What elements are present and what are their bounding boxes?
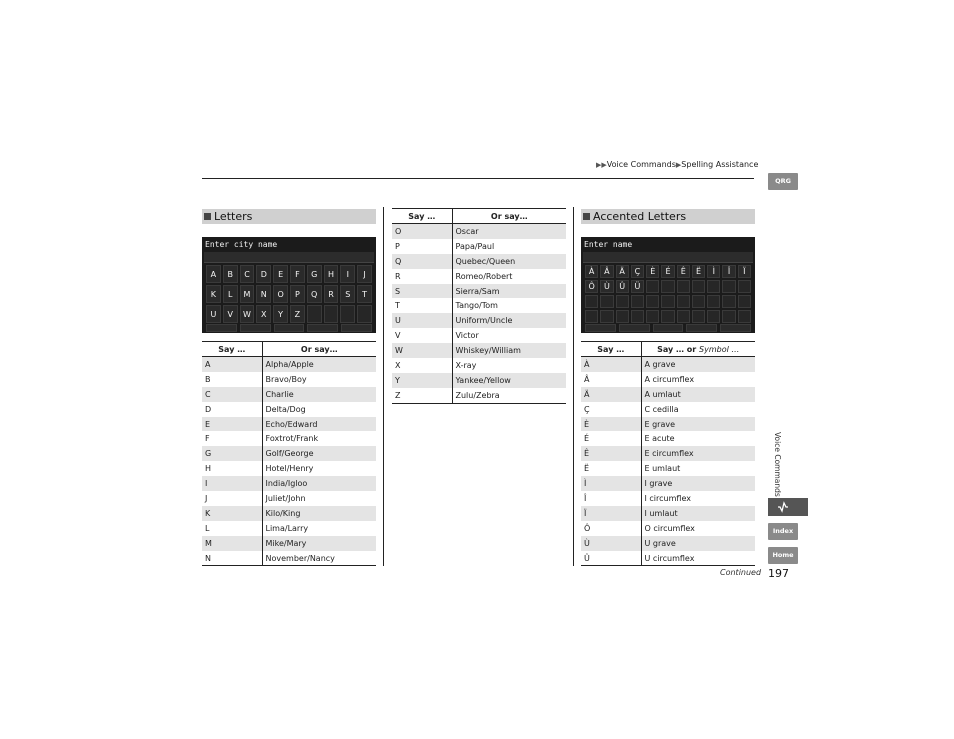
keyboard-key[interactable]: Ç	[631, 265, 644, 278]
say-cell: Q	[392, 254, 452, 269]
say-cell: D	[202, 402, 262, 417]
table-row	[581, 536, 755, 551]
or-say-cell: I umlaut	[641, 506, 755, 521]
keyboard-key[interactable]: Ë	[692, 265, 705, 278]
breadcrumb-separator: ▶	[675, 161, 682, 169]
keyboard-key-blank	[722, 295, 735, 308]
say-cell: M	[202, 536, 262, 551]
breadcrumb-arrows: ▶▶	[596, 161, 607, 169]
table-row	[581, 506, 755, 521]
say-cell: A	[202, 357, 262, 372]
table-row	[202, 387, 376, 402]
voice-command-icon	[776, 500, 790, 514]
voice-commands-side-label: Voice Commands	[773, 432, 782, 497]
keyboard-key[interactable]: L	[223, 285, 238, 303]
table-row	[392, 269, 566, 284]
column-header-say: Say …	[392, 209, 452, 224]
keyboard-key[interactable]: X	[256, 305, 271, 323]
keyboard-key[interactable]: È	[646, 265, 659, 278]
keyboard-key-blank	[738, 310, 751, 323]
or-say-cell: Alpha/Apple	[262, 357, 376, 372]
say-cell: B	[202, 372, 262, 387]
or-say-cell: Hotel/Henry	[265, 464, 314, 474]
table-row	[581, 372, 755, 387]
say-cell: Â	[581, 372, 641, 387]
table-row	[202, 536, 376, 551]
keyboard-key[interactable]: Ì	[707, 265, 720, 278]
letters-key-grid	[206, 265, 372, 323]
column-divider	[573, 207, 574, 566]
or-say-cell: I circumflex	[644, 493, 691, 503]
keyboard-key[interactable]: N	[256, 285, 271, 303]
table-row	[581, 521, 755, 536]
keyboard-key[interactable]: Z	[290, 305, 305, 323]
screen-bottom-row	[585, 324, 751, 332]
say-cell: L	[202, 521, 262, 536]
keyboard-key-blank	[600, 310, 613, 323]
keyboard-key-blank	[646, 310, 659, 323]
keyboard-key-blank	[616, 295, 629, 308]
header-rule	[202, 178, 754, 179]
keyboard-key-blank	[722, 310, 735, 323]
say-cell: W	[392, 343, 452, 358]
or-say-cell: India/Igloo	[262, 476, 376, 491]
qrg-tab[interactable]: QRG	[768, 173, 798, 190]
say-cell: N	[202, 551, 262, 566]
table-row	[202, 461, 376, 476]
say-cell: Û	[581, 551, 641, 566]
say-cell: P	[392, 239, 452, 254]
or-say-cell: Papa/Paul	[455, 241, 495, 251]
or-say-cell: Juliet/John	[265, 493, 306, 503]
accented-heading-text: Accented Letters	[593, 210, 687, 223]
say-cell: È	[581, 417, 641, 432]
say-cell: Ç	[581, 402, 641, 417]
screen-title: Enter city name	[205, 240, 278, 249]
say-cell: E	[202, 417, 262, 432]
say-cell: H	[202, 461, 262, 476]
or-say-cell: Sierra/Sam	[452, 284, 566, 299]
keyboard-key[interactable]: Ô	[585, 280, 598, 293]
or-say-cell: E umlaut	[644, 464, 681, 474]
keyboard-key-blank	[631, 310, 644, 323]
home-tab[interactable]: Home	[768, 547, 798, 564]
keyboard-key-blank	[661, 280, 674, 293]
table-row	[581, 357, 755, 372]
screen-input-bar	[583, 252, 753, 263]
breadcrumb	[596, 160, 758, 169]
keyboard-key-blank	[631, 295, 644, 308]
or-say-cell: U circumflex	[641, 551, 755, 566]
keyboard-key[interactable]: B	[223, 265, 238, 283]
keyboard-key[interactable]: W	[240, 305, 255, 323]
keyboard-key-blank	[722, 280, 735, 293]
keyboard-key[interactable]: V	[223, 305, 238, 323]
letters-table-left	[202, 341, 376, 566]
say-cell: G	[202, 446, 262, 461]
section-square-icon	[583, 213, 590, 220]
or-say-cell: Uniform/Uncle	[452, 313, 566, 328]
say-cell: Z	[392, 388, 452, 403]
say-cell: Y	[392, 373, 452, 388]
keyboard-key[interactable]: Y	[273, 305, 288, 323]
column-header-say-or-symbol	[641, 342, 755, 357]
table-row	[392, 388, 566, 403]
or-say-cell: Zulu/Zebra	[452, 388, 566, 403]
table-row	[581, 491, 755, 506]
table-row	[202, 357, 376, 372]
keyboard-key[interactable]: K	[206, 285, 221, 303]
keyboard-key[interactable]: É	[661, 265, 674, 278]
or-say-cell: A umlaut	[641, 387, 755, 402]
table-row	[581, 387, 755, 402]
or-say-cell: Foxtrot/Frank	[265, 434, 319, 444]
keyboard-key-blank	[677, 295, 690, 308]
keyboard-key[interactable]: Û	[616, 280, 629, 293]
keyboard-key-blank	[707, 295, 720, 308]
or-say-cell: Kilo/King	[262, 506, 376, 521]
table-row	[202, 551, 376, 566]
screen-input-bar	[204, 252, 374, 263]
table-row	[392, 254, 566, 269]
keyboard-key-blank	[707, 280, 720, 293]
keyboard-key[interactable]: Î	[722, 265, 735, 278]
say-cell: K	[202, 506, 262, 521]
keyboard-key-blank	[585, 310, 598, 323]
or-say-cell: U grave	[641, 536, 755, 551]
table-row	[581, 461, 755, 476]
keyboard-key-blank	[646, 295, 659, 308]
screen-bottom-row	[206, 324, 372, 332]
say-cell: Ä	[581, 387, 641, 402]
table-row	[392, 328, 566, 343]
letters-table-right	[392, 208, 566, 404]
keyboard-key-blank	[600, 295, 613, 308]
keyboard-key-blank	[692, 310, 705, 323]
accented-table	[581, 341, 755, 566]
table-row	[392, 343, 566, 358]
or-say-cell: Mike/Mary	[262, 536, 376, 551]
keyboard-key-blank	[738, 280, 751, 293]
column-header-or-say: Or say…	[452, 209, 566, 224]
say-cell: Ô	[581, 521, 641, 536]
say-cell: É	[581, 431, 641, 446]
keyboard-key[interactable]: Ï	[738, 265, 751, 278]
say-cell: F	[202, 431, 262, 446]
index-tab[interactable]: Index	[768, 523, 798, 540]
table-row	[581, 431, 755, 446]
accented-letters-heading	[581, 209, 755, 224]
table-row	[202, 402, 376, 417]
table-row	[202, 491, 376, 506]
keyboard-key[interactable]: C	[240, 265, 255, 283]
say-cell: C	[202, 387, 262, 402]
say-cell: O	[392, 224, 452, 239]
keyboard-key[interactable]: D	[256, 265, 271, 283]
keyboard-key[interactable]: Ä	[616, 265, 629, 278]
keyboard-key-blank	[738, 295, 751, 308]
or-say-cell: Romeo/Robert	[455, 271, 513, 281]
keyboard-key[interactable]: F	[290, 265, 305, 283]
keyboard-key[interactable]: A	[206, 265, 221, 283]
say-cell: Ì	[581, 476, 641, 491]
table-row	[202, 446, 376, 461]
keyboard-key[interactable]: O	[273, 285, 288, 303]
or-say-cell: Victor	[455, 331, 479, 341]
breadcrumb-page: Spelling Assistance	[681, 160, 759, 169]
say-cell: V	[392, 328, 452, 343]
keyboard-key-blank	[646, 280, 659, 293]
letters-heading-text: Letters	[214, 210, 253, 223]
say-cell: Ê	[581, 446, 641, 461]
or-say-cell: Whiskey/William	[452, 343, 566, 358]
keyboard-key[interactable]: T	[357, 285, 372, 303]
say-cell: S	[392, 284, 452, 299]
keyboard-key-blank	[585, 295, 598, 308]
table-row	[202, 521, 376, 536]
letters-heading	[202, 209, 376, 224]
keyboard-key[interactable]: E	[273, 265, 288, 283]
keyboard-key[interactable]: J	[357, 265, 372, 283]
header-or-text: Say … or	[657, 344, 700, 354]
table-row	[392, 239, 566, 254]
or-say-cell: Charlie	[262, 387, 376, 402]
say-cell: J	[202, 491, 262, 506]
page-number: 197	[768, 567, 789, 580]
breadcrumb-section[interactable]: Voice Commands	[606, 160, 676, 169]
or-say-cell: Oscar	[452, 224, 566, 239]
table-row	[202, 506, 376, 521]
keyboard-key-blank	[677, 280, 690, 293]
keyboard-key[interactable]: U	[206, 305, 221, 323]
say-cell: Ù	[581, 536, 641, 551]
keyboard-key[interactable]: S	[340, 285, 355, 303]
keyboard-key[interactable]: P	[290, 285, 305, 303]
keyboard-key-blank	[616, 310, 629, 323]
table-row	[202, 417, 376, 432]
keyboard-key-blank	[324, 305, 339, 323]
keyboard-key[interactable]: À	[585, 265, 598, 278]
keyboard-key[interactable]: H	[324, 265, 339, 283]
keyboard-key-blank	[340, 305, 355, 323]
say-cell: Î	[581, 491, 641, 506]
table-row	[392, 313, 566, 328]
table-row	[581, 402, 755, 417]
or-say-cell: Delta/Dog	[265, 404, 306, 414]
table-row	[392, 298, 566, 313]
or-say-cell: C cedilla	[644, 404, 679, 414]
table-row	[202, 431, 376, 446]
column-header-say: Say …	[581, 342, 641, 357]
or-say-cell: Echo/Edward	[262, 417, 376, 432]
say-cell: U	[392, 313, 452, 328]
table-row	[581, 551, 755, 566]
keyboard-key[interactable]: Ê	[677, 265, 690, 278]
or-say-cell: E circumflex	[641, 446, 755, 461]
accented-keyboard-screen	[581, 237, 755, 333]
or-say-cell: November/Nancy	[262, 551, 376, 566]
keyboard-key-blank	[692, 295, 705, 308]
column-header-say: Say …	[202, 342, 262, 357]
keyboard-key[interactable]: Ü	[631, 280, 644, 293]
table-row	[581, 446, 755, 461]
header-symbol-text: Symbol …	[699, 344, 740, 354]
say-cell: À	[581, 357, 641, 372]
keyboard-key-blank	[357, 305, 372, 323]
say-cell: I	[202, 476, 262, 491]
table-row	[581, 417, 755, 432]
or-say-cell: Bravo/Boy	[265, 374, 307, 384]
table-row	[581, 476, 755, 491]
keyboard-key-blank	[692, 280, 705, 293]
keyboard-key[interactable]: G	[307, 265, 322, 283]
or-say-cell: Lima/Larry	[265, 523, 309, 533]
or-say-cell: Quebec/Queen	[452, 254, 566, 269]
continued-label: Continued	[720, 568, 762, 577]
say-cell: T	[392, 298, 452, 313]
keyboard-key[interactable]: M	[240, 285, 255, 303]
or-say-cell: O circumflex	[644, 523, 695, 533]
section-square-icon	[204, 213, 211, 220]
keyboard-key-blank	[677, 310, 690, 323]
or-say-cell: Golf/George	[262, 446, 376, 461]
keyboard-key[interactable]: Q	[307, 285, 322, 303]
or-say-cell: Yankee/Yellow	[452, 373, 566, 388]
table-row	[392, 224, 566, 239]
keyboard-key-blank	[707, 310, 720, 323]
keyboard-key[interactable]: I	[340, 265, 355, 283]
table-row	[202, 372, 376, 387]
or-say-cell: I grave	[641, 476, 755, 491]
or-say-cell: A grave	[641, 357, 755, 372]
table-row	[392, 284, 566, 299]
column-divider	[383, 207, 384, 566]
keyboard-key[interactable]: Ù	[600, 280, 613, 293]
or-say-cell: E acute	[644, 434, 675, 444]
say-cell: Ë	[581, 461, 641, 476]
letters-keyboard-screen	[202, 237, 376, 333]
or-say-cell: Tango/Tom	[455, 301, 498, 311]
table-row	[392, 373, 566, 388]
keyboard-key[interactable]: R	[324, 285, 339, 303]
table-row	[392, 358, 566, 373]
say-cell: Ï	[581, 506, 641, 521]
column-header-or-say: Or say…	[262, 342, 376, 357]
table-row	[202, 476, 376, 491]
screen-title: Enter name	[584, 240, 633, 249]
keyboard-key-blank	[661, 295, 674, 308]
say-cell: R	[392, 269, 452, 284]
or-say-cell: E grave	[641, 417, 755, 432]
or-say-cell: X-ray	[455, 360, 477, 370]
keyboard-key-blank	[661, 310, 674, 323]
keyboard-key[interactable]: Â	[600, 265, 613, 278]
accented-key-grid	[585, 265, 751, 323]
or-say-cell: A circumflex	[644, 374, 695, 384]
say-cell: X	[392, 358, 452, 373]
keyboard-key-blank	[307, 305, 322, 323]
